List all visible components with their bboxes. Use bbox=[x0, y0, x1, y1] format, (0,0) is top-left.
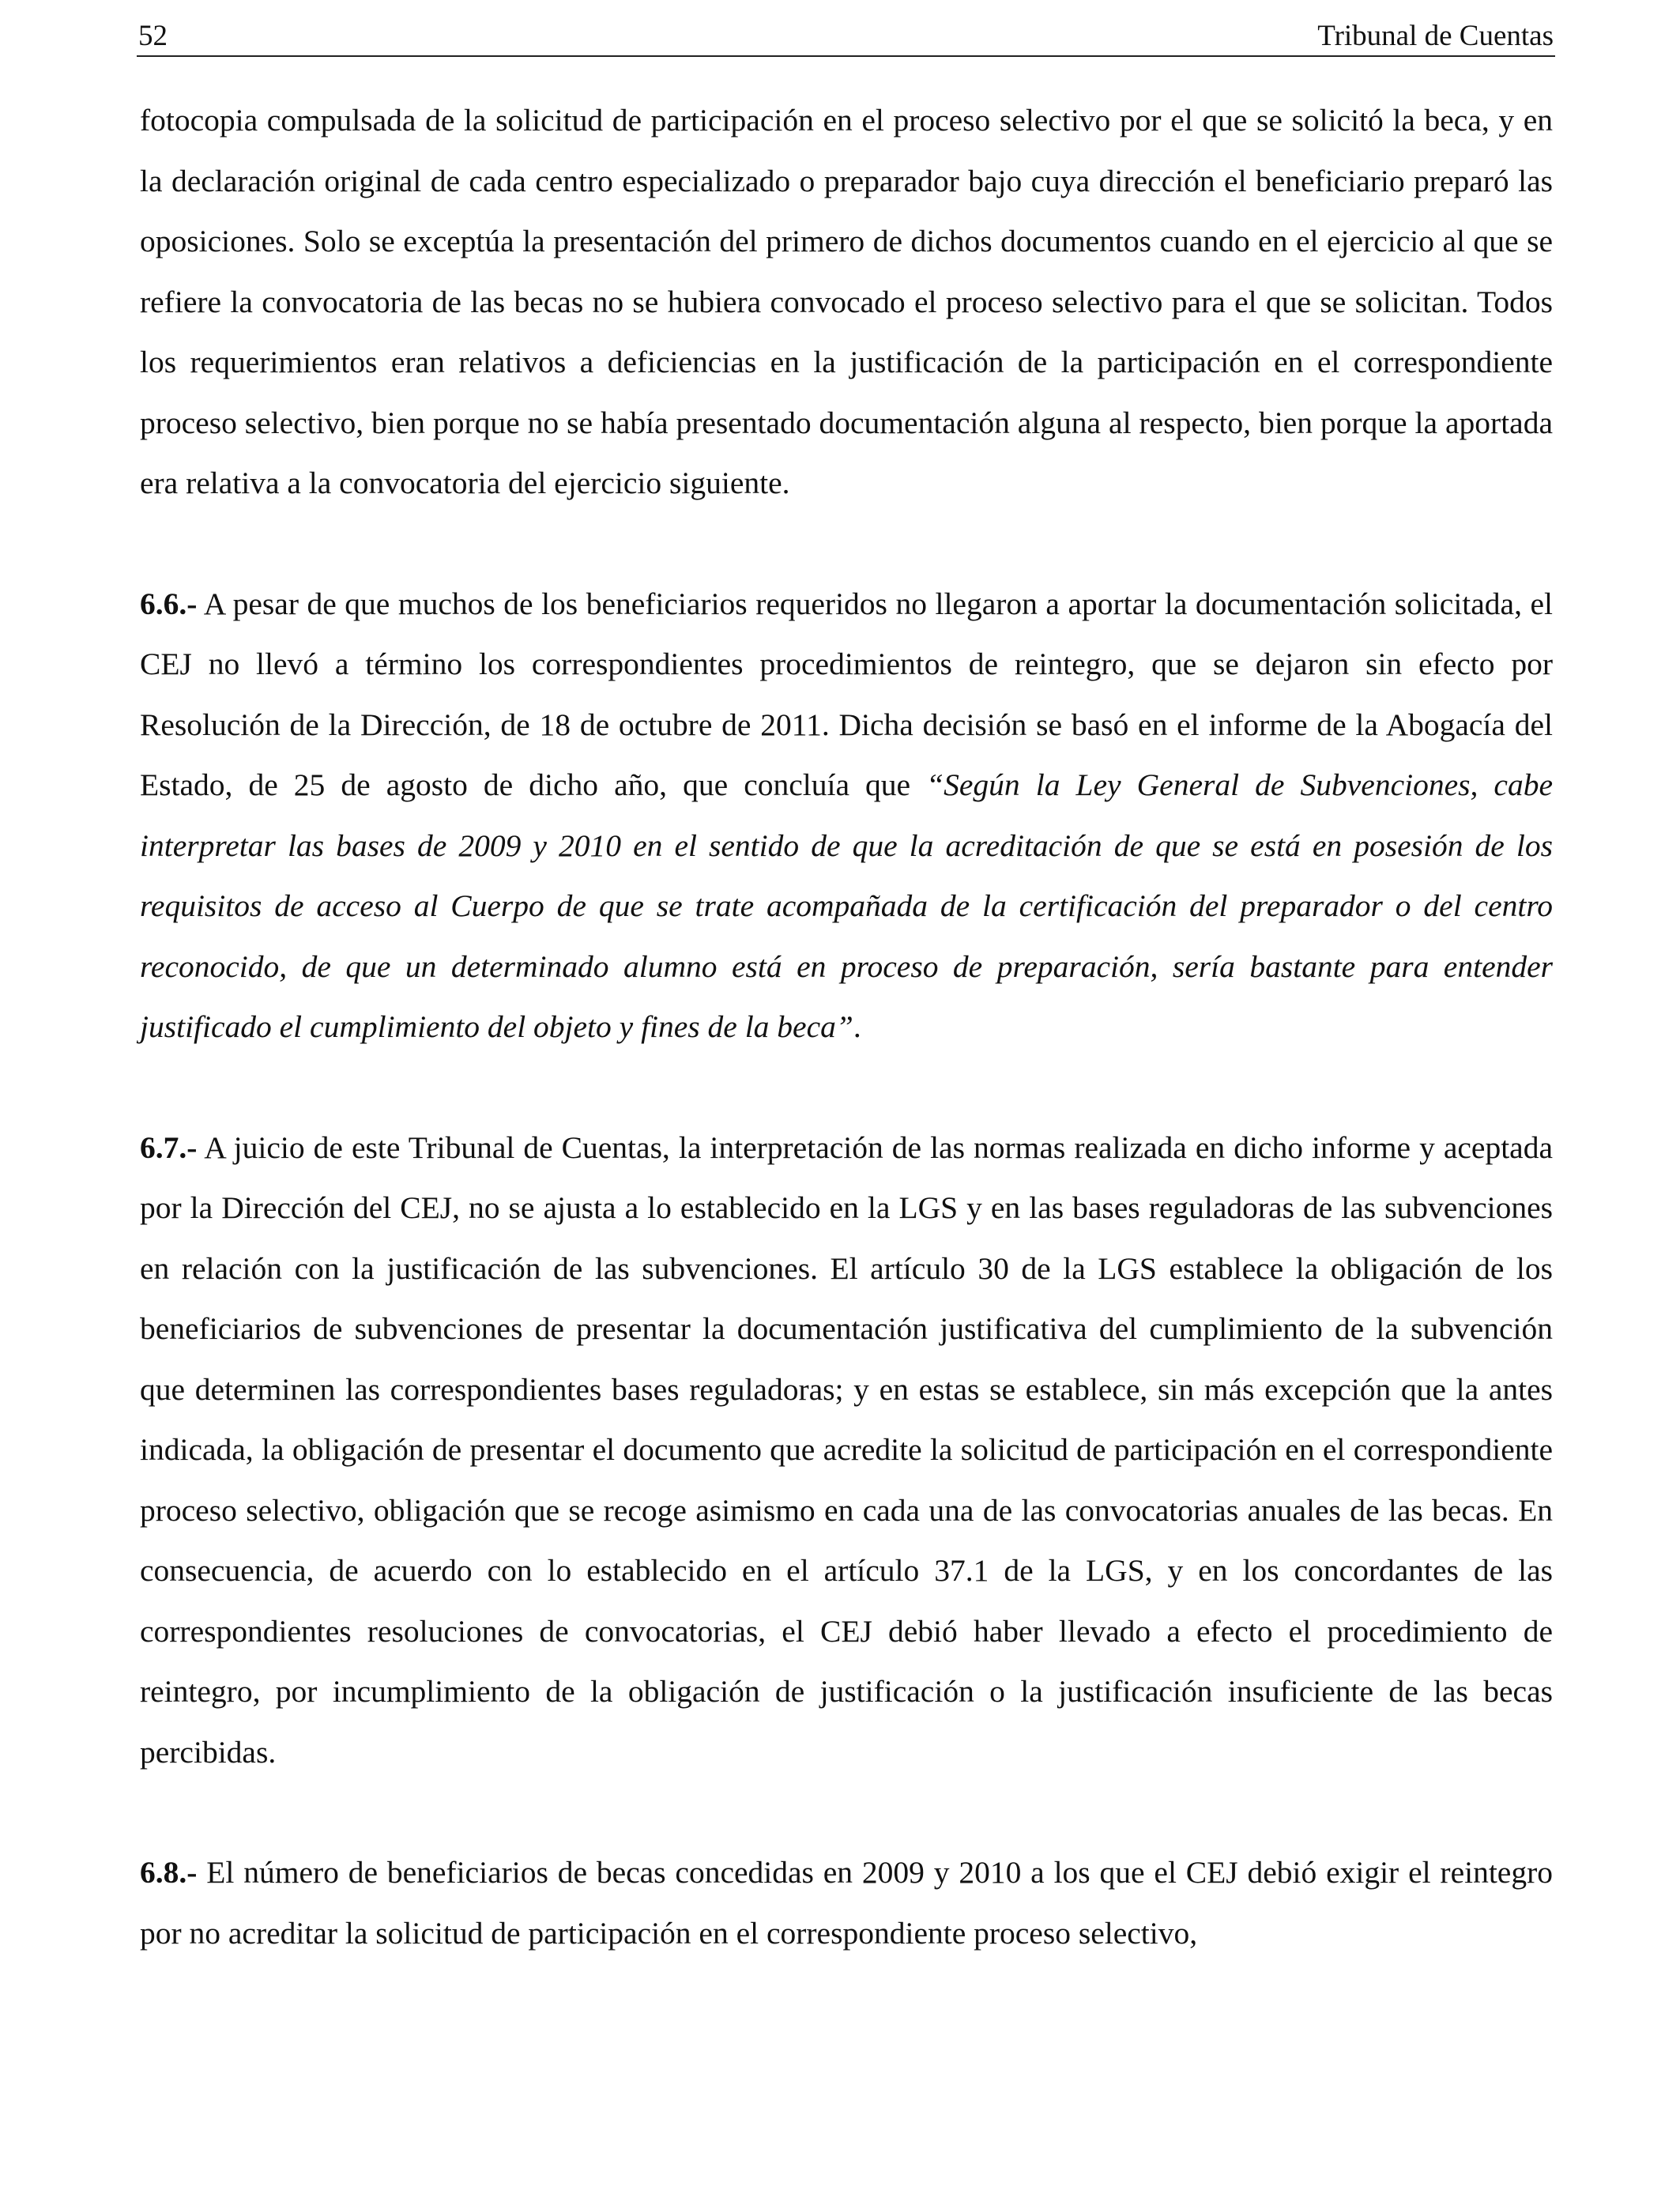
paragraph-6-7 bbox=[140, 1118, 1553, 1783]
paragraph-6-8 bbox=[140, 1842, 1553, 1963]
paragraph-tail: . bbox=[853, 1009, 861, 1044]
paragraph-number: 6.7.- bbox=[140, 1129, 198, 1165]
paragraph-text: A juicio de este Tribunal de Cuentas, la interpretación de las normas realizada en dicho informe y aceptada por la Dirección del CEJ, no se ajusta a lo establecido en la LGS y en las bases reguladoras de las subvenciones en relación con la justificación de las subvenciones. El artículo 30 de la LGS establece la obligación de los beneficiarios de subvenciones de presentar la documentación justificativa del cumplimiento de la subvención que determinen las correspondientes bases reguladoras; y en estas se establece, sin más excepción que la antes indicada, la obligación de presentar el documento que acredite la solicitud de participación en el correspondiente proceso selectivo, obligación que se recoge asimismo en cada una de las convocatorias anuales de las becas. En consecuencia, de acuerdo con lo establecido en el artículo 37.1 de la LGS, y en los concordantes de las correspondientes resoluciones de convocatorias, el CEJ debió haber llevado a efecto el procedimiento de reintegro, por incumplimiento de la obligación de justificación o la justificación insuficiente de las becas percibidas. bbox=[140, 1129, 1553, 1770]
paragraph-text: El número de beneficiarios de becas concedidas en 2009 y 2010 a los que el CEJ debió exigir el reintegro por no acreditar la solicitud de participación en el correspondiente proceso selectivo, bbox=[140, 1855, 1553, 1951]
paragraph-text: fotocopia compulsada de la solicitud de participación en el proceso selectivo por el que se solicitó la beca, y en la declaración original de cada centro especializado o preparador bajo cuya dirección el beneficiario preparó las oposiciones. Solo se exceptúa la presentación del primero de dichos documentos cuando en el ejercicio al que se refiere la convocatoria de las becas no se hubiera convocado el proceso selectivo para el que se solicitan. Todos los requerimientos eran relativos a deficiencias en la justificación de la participación en el correspondiente proceso selectivo, bien porque no se había presentado documentación alguna al respecto, bien porque la aportada era relativa a la convocatoria del ejercicio siguiente. bbox=[140, 103, 1553, 500]
paragraph-6-6 bbox=[140, 574, 1553, 1057]
body-text bbox=[140, 90, 1553, 2023]
paragraph-number: 6.6.- bbox=[140, 586, 198, 621]
paragraph-continuation bbox=[140, 90, 1553, 514]
paragraph-text: A pesar de que muchos de los beneficiarios requeridos no llegaron a aportar la documentación solicitada, el CEJ no llevó a término los correspondientes procedimientos de reintegro, que se dejaron sin efecto por Resolución de la Dirección, de 18 de octubre de 2011. Dicha decisión se basó en el informe de la Abogacía del Estado, de 25 de agosto de dicho año, que concluía que bbox=[140, 586, 1553, 802]
paragraph-number: 6.8.- bbox=[140, 1855, 198, 1890]
running-title: Tribunal de Cuentas bbox=[1317, 20, 1554, 52]
running-header bbox=[137, 17, 1555, 57]
page-number: 52 bbox=[138, 20, 168, 52]
quoted-report-excerpt: “Según la Ley General de Subvenciones, cabe interpretar las bases de 2009 y 2010 en el sentido de que la acreditación de que se está en posesión de los requisitos de acceso al Cuerpo de que se trate acompañada de la certificación del preparador o del centro reconocido, de que un determinado alumno está en proceso de preparación, sería bastante para entender justificado el cumplimiento del objeto y fines de la beca” bbox=[140, 767, 1553, 1044]
